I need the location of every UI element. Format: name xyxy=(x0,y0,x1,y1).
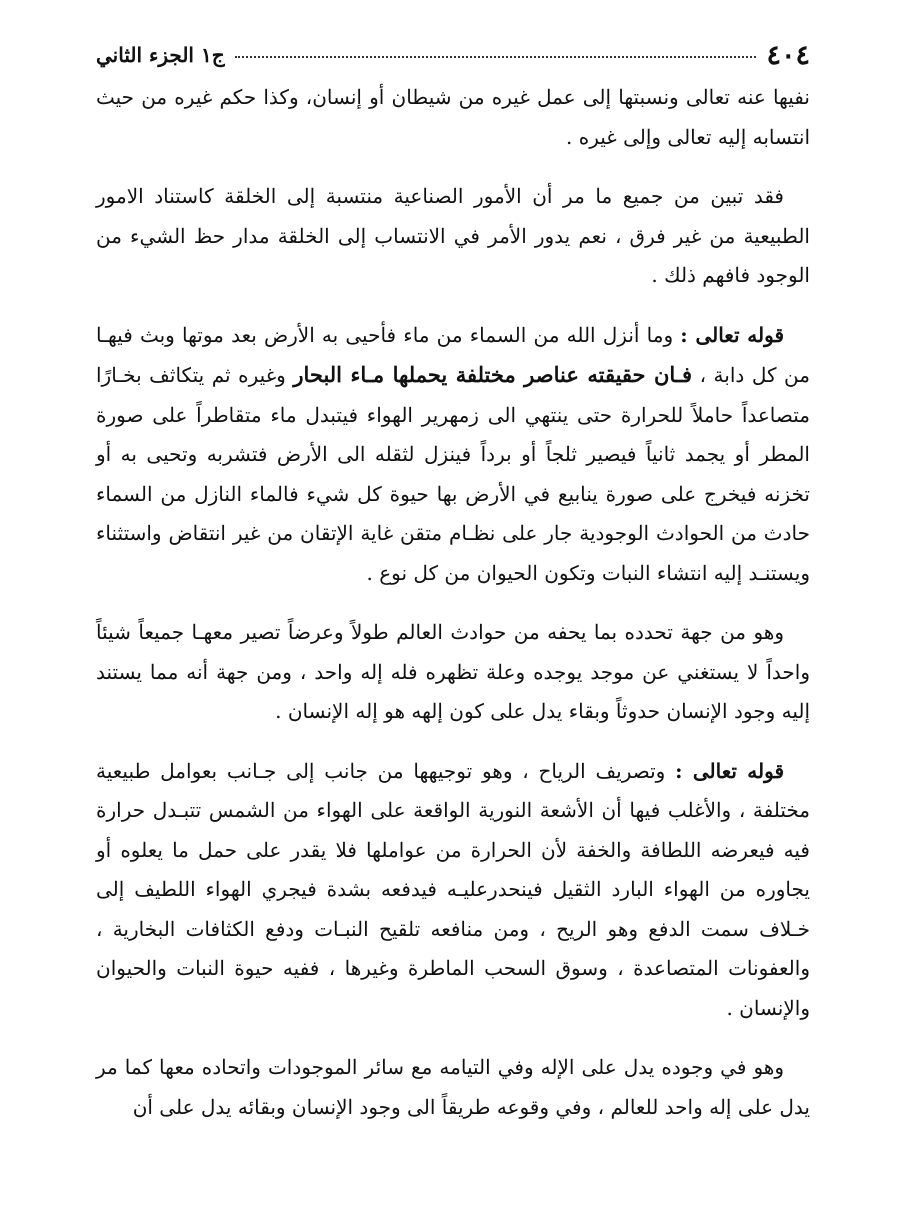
running-head: ج١ الجزء الثاني xyxy=(96,43,225,67)
verse-text: وما أنزل الله من السماء من ماء فأحيى به الأرض بعد موتها وبث فيهـا من كل دابة ، xyxy=(96,322,810,387)
paragraph-4: وهو من جهة تحدده بما يحفه من حوادث العالم طولاً وعرضاً تصير معهـا جميعاً شيئاً واحداً لا يستغني عن موجد يوجده وعلة تظهره فله إله واحد ، ومن جهة أنه مما يستند إليه وجود الإنسان حدوثاً وبقاء يدل على كون إلهه هو إله الإنسان . xyxy=(96,620,810,723)
paragraph-5-body: وتصريف الرياح ، وهو توجيهها من جانب إلى جـانب بعوامل طبيعية مختلفة ، والأغلب فيها أن الأشعة النورية الواقعة على الهواء من الشمس تتبـدل حرارة فيه فيعرضه اللطافة والخفة لأن الحرارة من عواملها فلا يقدر على حمل ما يعلوه أو يجاوره من الهواء البارد الثقيل فينحدرعليـه فيدفعه بشدة فيجري الهواء اللطيف إلى خـلاف سمت الدفع وهو الريح ، ومن منافعه تلقيح النبـات ودفع الكثافات البخارية ، والعفونات المتصاعدة ، وسوق السحب الماطرة وغيرها ، ففيه حيوة النبات والحيوان والإنسان . xyxy=(96,758,811,1020)
page-header xyxy=(96,36,810,74)
paragraph-3 xyxy=(96,316,810,594)
paragraph-5 xyxy=(96,752,810,1029)
verse-lead-2: قوله تعالى : xyxy=(675,758,785,783)
header-dotted-rule xyxy=(235,56,757,58)
paragraph-2: فقد تبين من جميع ما مر أن الأمور الصناعية منتسبة إلى الخلقة كاستناد الامور الطبيعية من غير فرق ، نعم يدور الأمر في الانتساب إلى الخلقة مدار حظ الشيء من الوجود فافهم ذلك . xyxy=(96,184,810,287)
verse-lead: قوله تعالى : xyxy=(680,322,784,347)
page-number: ٤٠٤ xyxy=(766,39,810,71)
paragraph-1: نفيها عنه تعالى ونسبتها إلى عمل غيره من شيطان أو إنسان، وكذا حكم غيره من حيث انتسابه إليه تعالى وإلى غيره . xyxy=(96,85,810,149)
emphasized-sentence: فـان حقيقته عناصر مختلفة يحملها مـاء البحار xyxy=(293,362,693,387)
paragraph-3-body: وغيره ثم يتكاثف بخـارًا متصاعداً حاملاً للحرارة حتى ينتهي الى زمهرير الهواء فيتبدل ماء متقاطراً على صورة المطر أو يجمد ثانياً فيصير ثلجاً أو برداً فينزل لثقله الى الأرض فتشربه وتحيى به أو تخزنه فيخرج على صورة ينابيع في الأرض بها حيوة كل شيء فالماء النازل من السماء حادث من الحوادث الوجودية جار على نظـام متقن غاية الإتقان من غير انتقاض واستثناء ويستنـد إليه انتشاء النبات وتكون الحيوان من كل نوع . xyxy=(96,363,810,585)
paragraph-6: وهو في وجوده يدل على الإله وفي التيامه مع سائر الموجودات واتحاده معها كما مر يدل على إله واحد للعالم ، وفي وقوعه طريقاً الى وجود الإنسان وبقائه يدل على أن xyxy=(96,1055,810,1119)
